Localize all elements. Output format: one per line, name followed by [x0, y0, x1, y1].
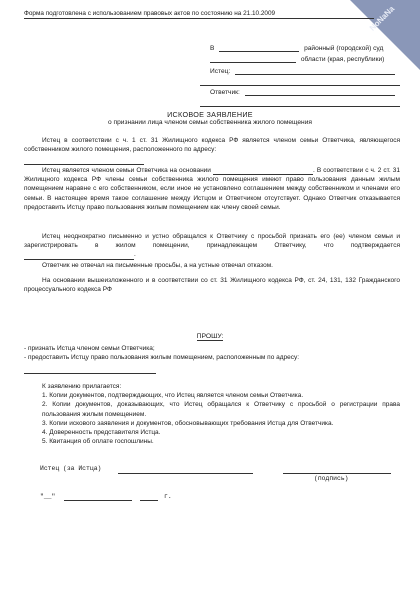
defendant-line — [210, 89, 395, 96]
date-prefix: "__" — [40, 493, 56, 500]
signature-sign-line[interactable] — [283, 473, 391, 474]
evidence-blank[interactable] — [24, 253, 134, 260]
defendant-label: Ответчик: — [210, 89, 240, 96]
paragraph-4-text: Ответчик не отвечал на письменные просьбы, а на устные отвечал отказом. — [42, 262, 273, 269]
basis-blank[interactable] — [213, 168, 313, 175]
signature-name-line[interactable] — [118, 473, 253, 474]
court-prefix: В — [210, 45, 215, 52]
plaintiff-line — [210, 68, 395, 75]
paragraph-3-text-a: Истец неоднократно письменно и устно обращался к Ответчику с просьбой признать его (ее) членом семьи и зарегистрировать в жилом помещении, принадлежащем Ответчику, что подтверждается — [24, 233, 400, 250]
attachment-item-1: 1. Копии документов, подтверждающих, что Истец является членом семьи Ответчика. — [42, 392, 304, 400]
paragraph-5-text: На основании вышеизложенного и в соответствии со ст. 31 Жилищного кодекса РФ, ст. 24, 131, 132 Гражданского процессуального кодекса РФ — [24, 277, 400, 294]
header-note: Форма подготовлена с использованием правовых актов по состоянию на 21.10.2009 — [24, 10, 374, 19]
signature-label: Истец (за Истца) — [40, 465, 102, 472]
region-blank[interactable] — [210, 56, 296, 63]
defendant-extra-line[interactable] — [200, 106, 400, 107]
attachment-item-5: 5. Квитанция об оплате госпошлины. — [42, 438, 154, 446]
defendant-blank[interactable] — [245, 89, 395, 96]
paragraph-2-text-b: . В соответствии с ч. 2 ст. 31 Жилищного кодекса РФ члены семьи собственника жилого помещения имеют право пользования данным жилым помещением наравне с его собственником, если иное не установлено соглашением между собственником и членами его семьи. В настоящее время такое соглашение между Истцом и Ответчиком отсутствует. Однако Ответчик отказывается предоставить Истцу право пользования жилым помещением как члену своей семьи. — [24, 167, 400, 211]
paragraph-2-text-a: Истец является членом семьи Ответчика на основании — [42, 167, 211, 174]
request-item-2: - предоставить Истцу право пользования жилым помещением, расположенным по адресу: — [24, 354, 300, 362]
request-heading — [0, 333, 420, 340]
watermark-text: NoNaNa — [367, 4, 397, 33]
address-blank[interactable] — [24, 158, 144, 165]
attachment-item-4: 4. Доверенность представителя Истца. — [42, 429, 161, 437]
document-title: ИСКОВОЕ ЗАЯВЛЕНИЕ — [167, 110, 253, 119]
paragraph-5 — [24, 276, 400, 294]
court-line — [210, 45, 383, 52]
date-year-line[interactable] — [140, 500, 158, 501]
attachment-item-2: 2. Копии документов, доказывающих, что Истец обращался к Ответчику с просьбой о регистрации права пользования жилым помещением. — [42, 401, 400, 418]
plaintiff-extra-line[interactable] — [200, 85, 400, 86]
paragraph-3 — [24, 232, 400, 260]
plaintiff-label: Истец: — [210, 68, 231, 75]
attachments-list — [24, 382, 400, 446]
plaintiff-blank[interactable] — [235, 68, 395, 75]
paragraph-4 — [24, 261, 400, 270]
paragraph-1-text: Истец в соответствии с ч. 1 ст. 31 Жилищного кодекса РФ является членом семьи Ответчика, являющегося собственником жилого помещения, расположенного по адресу: — [24, 137, 400, 154]
paragraph-1 — [24, 136, 400, 154]
date-suffix: г. — [164, 493, 172, 500]
request-address-blank[interactable] — [24, 367, 156, 374]
court-label: районный (городской) суд — [304, 45, 384, 52]
attachment-item-3: 3. Копии искового заявления и документов, обосновывающих требования Истца для Ответчика. — [42, 419, 334, 427]
request-list — [24, 344, 400, 374]
region-label: области (края, республики) — [300, 56, 385, 63]
date-month-line[interactable] — [64, 500, 132, 501]
document-subtitle: о признании лица членом семьи собственника жилого помещения — [108, 119, 312, 126]
paragraph-3-text-b: . — [134, 251, 136, 259]
attachments-heading: К заявлению прилагается: — [42, 383, 122, 390]
request-item-1: - признать Истца членом семьи Ответчика; — [24, 345, 155, 352]
request-heading-text: ПРОШУ: — [196, 333, 224, 340]
court-name-blank[interactable] — [219, 45, 299, 52]
signature-caption: (подпись) — [314, 475, 349, 482]
address-blank-line — [24, 156, 400, 165]
region-line — [210, 56, 384, 63]
paragraph-2 — [24, 166, 400, 212]
